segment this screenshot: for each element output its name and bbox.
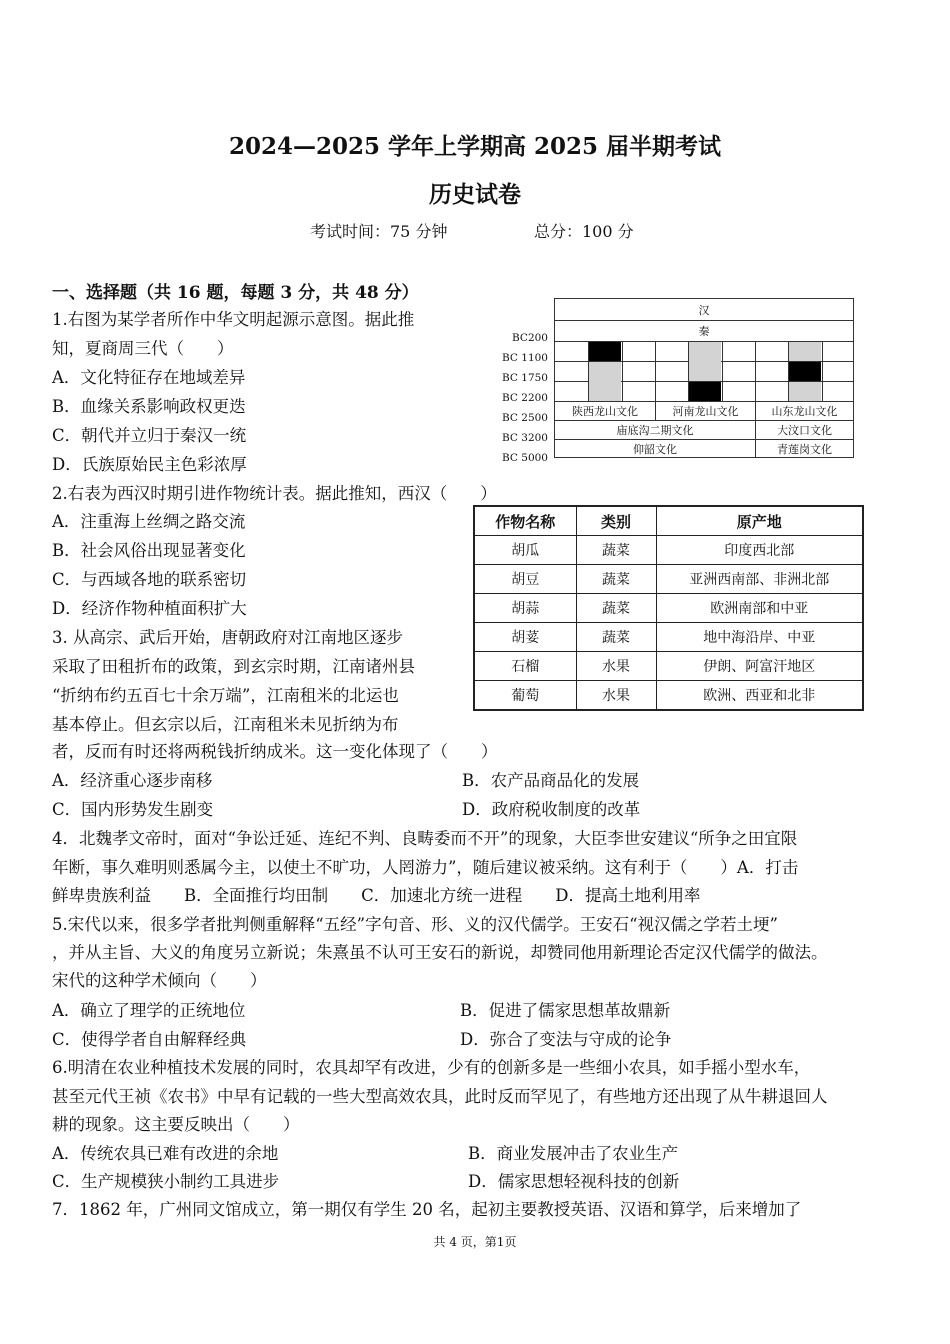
year-label: BC 2200 (501, 392, 548, 404)
q1-option-d: D．氏族原始民主色彩浓厚 (52, 455, 247, 474)
crops-table (473, 505, 864, 711)
table-cell: 葡萄 (474, 681, 576, 711)
year-label: BC 1100 (501, 352, 548, 364)
q5-option-a: A．确立了理学的正统地位 (52, 1001, 246, 1020)
column-header: 原产地 (656, 506, 863, 536)
q1-option-c: C．朝代并立归于秦汉一统 (52, 426, 247, 445)
q2-option-b: B．社会风俗出现显著变化 (52, 541, 246, 560)
culture-cell: 陕西龙山文化 (554, 401, 656, 421)
culture-cell: 山东龙山文化 (755, 401, 854, 421)
table-row (474, 594, 863, 623)
q6-option-b: B．商业发展冲击了农业生产 (468, 1144, 679, 1163)
table-cell: 欧洲南部和中亚 (656, 594, 863, 623)
q3-stem-line: “折纳布约五百七十余万端”，江南租米的北运也 (52, 686, 399, 705)
culture-cell: 河南龙山文化 (655, 401, 756, 421)
exam-score: 总分：100 分 (534, 222, 634, 241)
q1-stem-line: 知，夏商周三代（ ） (52, 339, 234, 358)
q5-stem-line: 5.宋代以来，很多学者批判侧重解释“五经”字句音、形、义的汉代儒学。王安石“视汉儒之学若土埂” (52, 915, 778, 934)
table-cell: 水果 (576, 681, 656, 711)
q5-option-b: B．促进了儒家思想革故鼎新 (460, 1001, 671, 1020)
column-header: 作物名称 (474, 506, 576, 536)
q3-option-b: B．农产品商品化的发展 (462, 771, 640, 790)
q6-stem-line: 甚至元代王祯《农书》中早有记载的一些大型高效农具，此时反而罕见了，有些地方还出现了从牛耕退回人 (52, 1087, 828, 1106)
q2-option-a: A．注重海上丝绸之路交流 (52, 512, 246, 531)
civilization-origin-diagram (498, 295, 858, 464)
q2-option-d: D．经济作物种植面积扩大 (52, 599, 247, 618)
table-cell: 蔬菜 (576, 565, 656, 594)
table-row (474, 565, 863, 594)
exam-time: 考试时间：75 分钟 (310, 222, 448, 241)
q3-option-a: A．经济重心逐步南移 (52, 771, 213, 790)
q6-option-a: A．传统农具已难有改进的余地 (52, 1144, 279, 1163)
table-row (474, 536, 863, 565)
table-cell: 胡瓜 (474, 536, 576, 565)
dynasty-block-black (589, 342, 621, 361)
diagram-grid (554, 298, 854, 458)
q5-stem-line: 宋代的这种学术倾向（ ） (52, 971, 267, 990)
table-header-row (474, 506, 863, 536)
q5-option-d: D．弥合了变法与守成的论争 (460, 1030, 672, 1049)
table-row (474, 681, 863, 711)
exam-title: 2024—2025 学年上学期高 2025 届半期考试 (228, 133, 722, 160)
han-row: 汉 (554, 298, 854, 321)
qin-row: 秦 (554, 320, 854, 342)
dynasty-block-gray (789, 342, 821, 361)
table-cell: 欧洲、西亚和北非 (656, 681, 863, 711)
table-row (474, 652, 863, 681)
table-cell: 蔬菜 (576, 536, 656, 565)
table-cell: 地中海沿岸、中亚 (656, 623, 863, 652)
table-cell: 蔬菜 (576, 594, 656, 623)
dynasty-block-black (789, 362, 821, 381)
dynasty-block-gray (589, 362, 621, 401)
q1-option-b: B．血缘关系影响政权更迭 (52, 397, 246, 416)
table-cell: 水果 (576, 652, 656, 681)
q5-option-c: C．使得学者自由解释经典 (52, 1030, 247, 1049)
q7-stem: 7．1862 年，广州同文馆成立，第一期仅有学生 20 名，起初主要教授英语、汉语和算学，后来增加了 (52, 1200, 802, 1219)
q3-stem-line: 基本停止。但玄宗以后，江南租米未见折纳为布 (52, 715, 399, 734)
q4-stem-line: 4．北魏孝文帝时，面对“争讼迁延、连纪不判、良畴委而不开”的现象，大臣李世安建议“所争之田宜限 (52, 829, 798, 848)
table-cell: 胡荽 (474, 623, 576, 652)
page-footer: 共 4 页，第1页 (433, 1235, 517, 1249)
table-cell: 伊朗、阿富汗地区 (656, 652, 863, 681)
q6-option-c: C．生产规模狭小制约工具进步 (52, 1172, 280, 1191)
dynasty-block-gray (789, 382, 821, 401)
culture-cell: 青莲岗文化 (755, 439, 854, 458)
year-label: BC 1750 (501, 372, 548, 384)
culture-cell: 大汶口文化 (755, 420, 854, 440)
table-cell: 石榴 (474, 652, 576, 681)
q3-option-c: C．国内形势发生剧变 (52, 800, 214, 819)
q5-stem-line: ，并从主旨、大义的角度另立新说；朱熹虽不认可王安石的新说，却赞同他用新理论否定汉代儒学的做法。 (52, 943, 828, 962)
q6-stem-line: 耕的现象。这主要反映出（ ） (52, 1115, 300, 1134)
year-label: BC200 (512, 332, 548, 344)
table-cell: 蔬菜 (576, 623, 656, 652)
q1-stem-line: 1.右图为某学者所作中华文明起源示意图。据此推 (52, 310, 415, 329)
year-label: BC 5000 (501, 452, 548, 464)
table-cell: 印度西北部 (656, 536, 863, 565)
q3-stem-line: 采取了田租折布的政策，到玄宗时期，江南诸州县 (52, 657, 415, 676)
column-header: 类别 (576, 506, 656, 536)
q2-stem: 2.右表为西汉时期引进作物统计表。据此推知，西汉（ ） (52, 484, 497, 503)
q4-stem-line: 年断，事久难明则悉属今主，以使土不旷功，人罔游力”，随后建议被采纳。这有利于（ ）A．打击 (52, 858, 799, 877)
exam-subtitle: 历史试卷 (429, 181, 521, 208)
year-label: BC 2500 (501, 412, 548, 424)
q3-stem-line: 3. 从高宗、武后开始，唐朝政府对江南地区逐步 (52, 628, 403, 647)
q6-stem-line: 6.明清在农业种植技术发展的同时，农具却罕有改进，少有的创新多是一些细小农具，如手摇小型水车， (52, 1058, 811, 1077)
dynasty-block-gray (689, 342, 721, 381)
table-cell: 亚洲西南部、非洲北部 (656, 565, 863, 594)
table-row (474, 623, 863, 652)
table-cell: 胡蒜 (474, 594, 576, 623)
table-cell: 胡豆 (474, 565, 576, 594)
q1-option-a: A．文化特征存在地域差异 (52, 368, 246, 387)
section-heading: 一、选择题（共 16 题，每题 3 分，共 48 分） (52, 283, 419, 303)
q2-option-c: C．与西域各地的联系密切 (52, 570, 247, 589)
culture-cell: 仰韶文化 (554, 439, 756, 458)
q6-option-d: D．儒家思想轻视科技的创新 (468, 1172, 680, 1191)
year-label: BC 3200 (501, 432, 548, 444)
dynasty-block-black (689, 382, 721, 401)
q3-option-d: D．政府税收制度的改革 (462, 800, 641, 819)
q3-stem-line: 者，反而有时还将两税钱折纳成米。这一变化体现了（ ） (52, 742, 498, 761)
q4-stem-line: 鲜卑贵族利益 B．全面推行均田制 C．加速北方统一进程 D．提高土地利用率 (52, 886, 701, 905)
culture-cell: 庙底沟二期文化 (554, 420, 756, 440)
